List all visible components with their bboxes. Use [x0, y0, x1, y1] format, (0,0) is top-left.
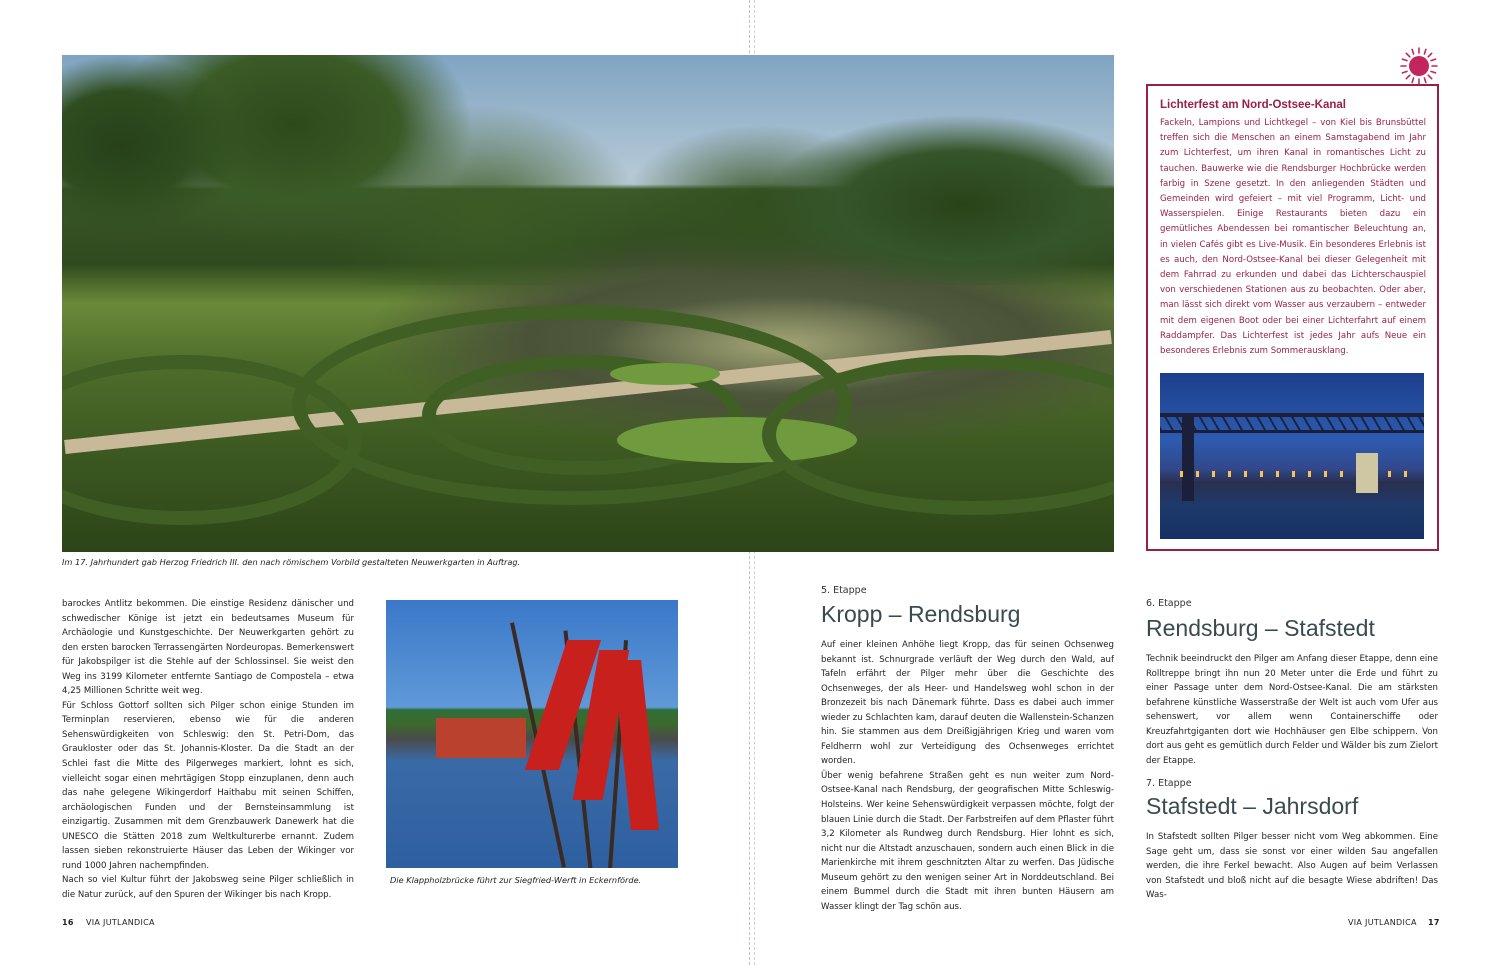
- photo-trees: [62, 55, 1114, 285]
- stage-label: 6. Etappe: [1146, 598, 1192, 609]
- stage7-paragraph: In Stafstedt sollten Pilger besser nicht vom Weg abkommen. Eine Sage geht um, dass sie sonst vor einer wilden Sau angefallen werden, die ihre Ferkel bewacht. Also Augen auf beim Verlassen von Stafstedt und bloß nicht auf die besagte Wiese abdriften! Das Was-: [1146, 832, 1438, 901]
- stage-title: Rendsburg – Stafstedt: [1146, 615, 1375, 641]
- photo-bridge: [1160, 413, 1424, 433]
- stage5-paragraph: Über wenig befahrene Straßen geht es nun weiter zum Nord-Ostsee-Kanal nach Rendsburg, der geografischen Mitte Schleswig-Holsteins. Wer keine Sehenswürdigkeit verpassen möchte, folgt der blauen Linie durch die Stadt. Der Farbstreifen auf dem Pflaster führt 3,2 Kilometer als Rundweg durch Rendsburg. Hier lohnt es sich, nicht nur die Altstadt anzuschauen, sondern auch einen Blick in die Marienkirche mit ihrem geschnitzten Altar zu werfen. Das Jüdische Museum gehört zu den wenigen seiner Art in Norddeutschland. Bei einem Bummel durch die Stadt mit ihren bunten Häusern am Wasser klingt der Tag schön aus.: [821, 770, 1114, 912]
- photo-lights: [1180, 471, 1420, 477]
- photo-bridge-pylon: [1182, 413, 1194, 501]
- photo-lawn-small: [610, 363, 720, 385]
- stage6-text: [1146, 652, 1438, 768]
- photo-red-house: [436, 718, 526, 758]
- photo-tower: [1356, 453, 1378, 493]
- stage7-text: [1146, 830, 1438, 903]
- harbor-caption: Die Klappholzbrücke führt zur Siegfried-Werft in Eckernförde.: [390, 875, 642, 885]
- hero-caption: Im 17. Jahrhundert gab Herzog Friedrich III. den nach römischem Vorbild gestalteten Neuwerkgarten in Auftrag.: [62, 557, 521, 567]
- stage5-text: [821, 638, 1114, 914]
- bridge-photo: [1160, 373, 1424, 539]
- page-number-right: 17: [1428, 918, 1440, 927]
- stage6-paragraph: Technik beeindruckt den Pilger am Anfang dieser Etappe, denn eine Rolltreppe bringt ihn nun 20 Meter unter die Erde und führt zu einer Passage unter dem Nord-Ostsee-Kanal. Die am stärksten befahrene künstliche Wasserstraße der Welt ist auch vom Ufer aus sehenswert, vor allem wenn Containerschiffe oder Kreuzfahrtgiganten dort wie Hochhäuser gen Elbe schippern. Von dort aus geht es gemütlich durch Felder und Wälder bis zum Zielort der Etappe.: [1146, 654, 1438, 766]
- left-paragraph: Nach so viel Kultur führt der Jakobsweg seine Pilger schließlich in die Natur zurück, auf den Spuren der Wikinger bis nach Kropp.: [62, 875, 354, 900]
- page-number-left: 16: [62, 918, 74, 927]
- harbor-photo: [386, 600, 678, 868]
- running-title-right: VIA JUTLANDICA: [1348, 918, 1417, 927]
- left-paragraph: Für Schloss Gottorf sollten sich Pilger schon einige Stunden im Terminplan reservieren, ebenso wie für die anderen Sehenswürdigkeiten von Schleswig: den St. Petri-Dom, das Graukloster oder das St. Johannis-Kloster. Da die Stadt an der Schlei fast die Mitte des Pilgerweges markiert, lohnt es sich, vielleicht sogar einen mehrtägigen Stopp einzuplanen, denn auch das nahe gelegene Wikingerdorf Haithabu mit seinen Schiffen, archäologischen Funden und der Bernsteinsammlung ist einzigartig. Zusammen mit dem Grenzbauwerk Danewerk hat die UNESCO die Stätten 2018 zum Weltkulturerbe ernannt. Zudem lassen sieben rekonstruierte Häuser das Leben der Wikinger vor rund 1000 Jahren nachempfinden.: [62, 700, 354, 871]
- stage5-paragraph: Auf einer kleinen Anhöhe liegt Kropp, das für seinen Ochsenweg bekannt ist. Schnurgrade verläuft der Weg durch den Wald, auf Tafeln erfährt der Pilger mehr über die Geschichte des Ochsenweges, der als Heer- und Handelsweg wohl schon in der Bronzezeit bis nach Dänemark führte. Dass es dabei auch immer wieder zu Schlachten kam, darauf deuten die Wallenstein-Schanzen hin. Sie stammen aus dem Dreißigjährigen Krieg und waren vom Feldherrn wohl zur Verteidigung des Ochsenweges errichtet worden.: [821, 640, 1114, 767]
- stage-label: 7. Etappe: [1146, 778, 1192, 789]
- info-box-text: Fackeln, Lampions und Lichtkegel – von Kiel bis Brunsbüttel treffen sich die Menschen an einem Samstagabend im Jahr zum Lichterfest, um ihren Kanal in romantisches Licht zu tauchen. Bauwerke wie die Rendsburger Hochbrücke werden farbig in Szene gesetzt. In den anliegenden Städten und Gemeinden wird gefeiert – mit viel Programm, Licht- und Wasserspielen. Einige Restaurants bieten dazu ein gemütliches Abendessen bei romantischer Beleuchtung an, in vielen Cafés gibt es Live-Musik. Ein besonderes Erlebnis ist es auch, den Nord-Ostsee-Kanal bei dieser Gelegenheit mit dem Fahrrad zu erkunden und dabei das Lichterschauspiel von verschiedenen Stationen aus zu beobachten. Oder aber, man lässt sich direkt vom Wasser aus verzaubern – entweder mit dem eigenen Boot oder bei einer Lichterfahrt auf einem Raddampfer. Das Lichterfest ist jedes Jahr aufs Neue ein besonderes Erlebnis zum Sommerausklang.: [1160, 118, 1426, 357]
- stage-title: Stafstedt – Jahrsdorf: [1146, 793, 1359, 819]
- running-title-left: VIA JUTLANDICA: [86, 918, 155, 927]
- sun-icon: [1399, 46, 1439, 86]
- info-box-title: Lichterfest am Nord-Ostsee-Kanal: [1160, 99, 1346, 111]
- garden-photo: [62, 55, 1114, 552]
- left-body-text: [62, 597, 354, 902]
- stage-title: Kropp – Rendsburg: [821, 601, 1021, 627]
- left-paragraph: barockes Antlitz bekommen. Die einstige Residenz dänischer und schwedischer Könige ist jetzt ein bedeutsames Museum für Archäologie und Kunstgeschichte. Der Neuwerkgarten gehört zu den ersten barocken Terrassengärten Nordeuropas. Bemerkenswert für Jakobspilger ist die Stehle auf der Schlossinsel. Sie weist den Weg ins 3199 Kilometer entfernte Santiago de Compostela – etwa 4,25 Millionen Schritte weit weg.: [62, 599, 354, 697]
- stage-label: 5. Etappe: [821, 585, 867, 596]
